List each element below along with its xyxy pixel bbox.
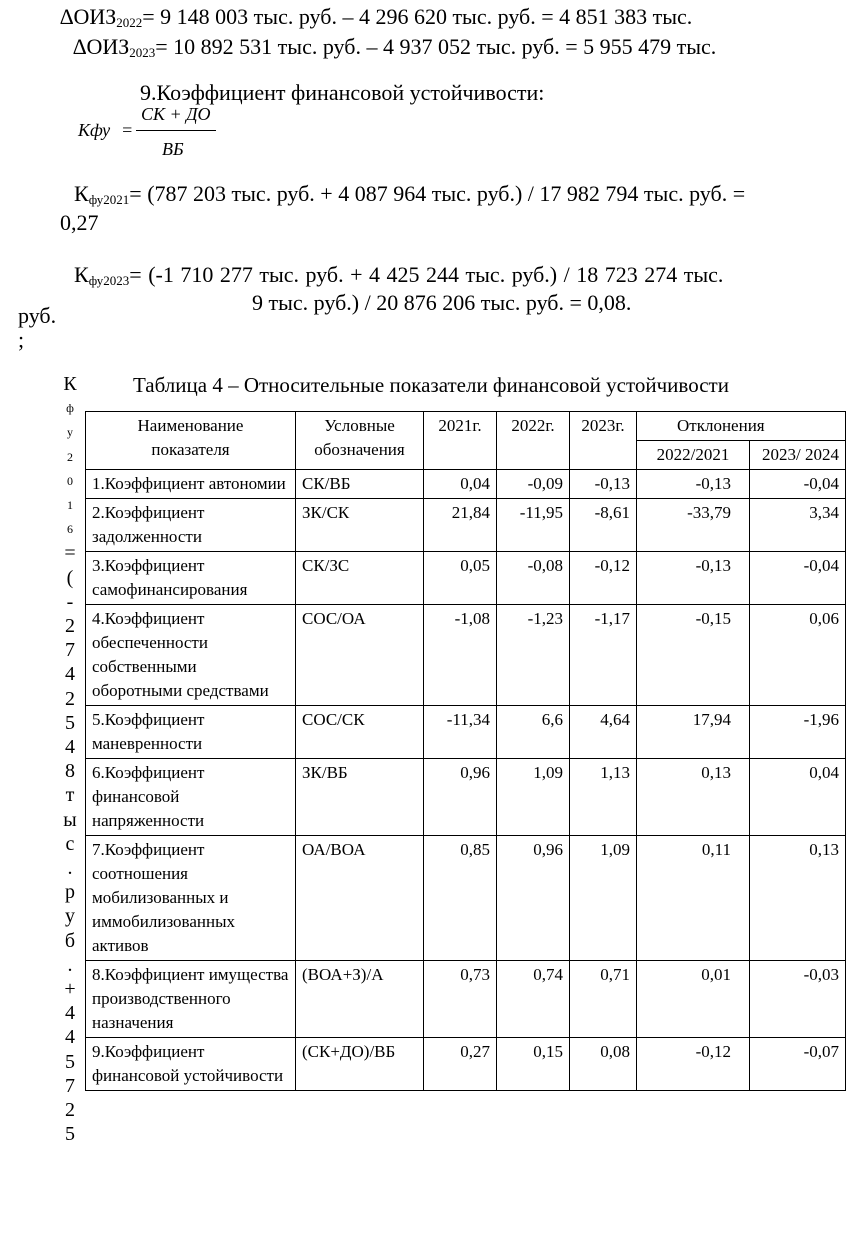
cell-2023: 4,64 (570, 706, 637, 759)
table-row (86, 836, 846, 961)
vertical-char: 4 (65, 1002, 75, 1025)
vertical-char: 2 (65, 687, 75, 710)
cell-2023: -1,17 (570, 605, 637, 706)
vertical-char: б (64, 929, 76, 952)
ratios-table (85, 411, 846, 1091)
cell-name: 1.Коэффициент автономии (86, 470, 296, 499)
cell-dev-2022-2021: 17,94 (637, 706, 750, 759)
cell-2022: -11,95 (497, 499, 570, 552)
cell-2022: -0,08 (497, 552, 570, 605)
cell-2022: 0,74 (497, 961, 570, 1038)
vertical-char: 4 (65, 1026, 75, 1049)
calc-2023-continuation: 9 тыс. руб.) / 20 876 206 тыс. руб. = 0,08. (252, 290, 632, 315)
cell-dev-2022-2021: -0,13 (637, 470, 750, 499)
cell-dev-2022-2021: 0,01 (637, 961, 750, 1038)
cell-dev-2023-2024: -1,96 (750, 706, 846, 759)
cell-dev-2022-2021: 0,11 (637, 836, 750, 961)
vertical-char: 5 (65, 1050, 75, 1073)
table-row (86, 1038, 846, 1091)
vertical-text-column (62, 372, 78, 1147)
cell-2021: 0,73 (424, 961, 497, 1038)
vertical-char: 7 (65, 639, 75, 662)
header-dev-2023-2024: 2023/ 2024 (750, 441, 846, 470)
cell-dev-2022-2021: 0,13 (637, 759, 750, 836)
header-2023: 2023г. (570, 412, 637, 470)
cell-2022: 1,09 (497, 759, 570, 836)
table-row (86, 499, 846, 552)
header-symbol: Условные обозначения (296, 412, 424, 470)
cell-2023: 1,13 (570, 759, 637, 836)
vertical-char: 0 (67, 473, 73, 488)
table-row (86, 552, 846, 605)
calc-2021-result: 0,27 (60, 210, 99, 235)
table-row (86, 605, 846, 706)
delta-oiz-2023-line: $\Delta ОИЗ_{2023}= 10$ 892 531 тыс. руб. – 4 937 052 тыс. руб. = 5 955 479 тыс. (73, 34, 717, 60)
cell-dev-2023-2024: 0,13 (750, 836, 846, 961)
vertical-char: 8 (65, 760, 75, 783)
table-row (86, 470, 846, 499)
cell-name: 3.Коэффициент самофинансирования (86, 552, 296, 605)
cell-dev-2023-2024: -0,03 (750, 961, 846, 1038)
vertical-char: = (64, 542, 76, 565)
semicolon: ; (18, 327, 25, 352)
formula-numerator: СК + ДО (141, 104, 211, 124)
cell-name: 2.Коэффициент задолженности (86, 499, 296, 552)
fraction-line (136, 130, 216, 131)
cell-dev-2023-2024: -0,07 (750, 1038, 846, 1091)
vertical-char: 6 (67, 522, 73, 537)
cell-name: 8.Коэффициент имущества производственного назначения (86, 961, 296, 1038)
vertical-char: 7 (65, 1074, 75, 1097)
vertical-char: ф (66, 401, 74, 416)
header-2021: 2021г. (424, 412, 497, 470)
header-deviations: Отклонения (637, 412, 846, 441)
cell-2021: 0,04 (424, 470, 497, 499)
cell-2021: 0,05 (424, 552, 497, 605)
cell-name: 6.Коэффициент финансовой напряженности (86, 759, 296, 836)
cell-symbol: ЗК/СК (296, 499, 424, 552)
rub-text: руб. (18, 303, 57, 328)
section-heading: 9.Коэффициент финансовой устойчивости: (140, 80, 545, 105)
formula-lhs: Кфу (78, 120, 111, 140)
table-row (86, 759, 846, 836)
cell-2023: 1,09 (570, 836, 637, 961)
delta-oiz-2022-line: $\Delta ОИЗ_{2022}= 9$ 148 003 тыс. руб. – 4 296 620 тыс. руб. = 4 851 383 тыс. (60, 4, 693, 30)
cell-dev-2023-2024: -0,04 (750, 470, 846, 499)
cell-2021: -11,34 (424, 706, 497, 759)
vertical-char: . (67, 953, 73, 976)
header-name: Наименование показателя (86, 412, 296, 470)
cell-dev-2023-2024: 3,34 (750, 499, 846, 552)
cell-dev-2023-2024: 0,04 (750, 759, 846, 836)
calc-2021: $К_{фу2021}= (787$ 203 тыс. руб. + 4 087 964 тыс. руб.) / 17 982 794 тыс. руб. = (74, 181, 746, 207)
cell-2023: 0,08 (570, 1038, 637, 1091)
cell-dev-2023-2024: -0,04 (750, 552, 846, 605)
cell-2022: -0,09 (497, 470, 570, 499)
table-title: Таблица 4 – Относительные показатели финансовой устойчивости (133, 373, 729, 397)
cell-symbol: ЗК/ВБ (296, 759, 424, 836)
table-row (86, 706, 846, 759)
formula-denominator: ВБ (162, 139, 184, 159)
vertical-char: у (67, 425, 73, 440)
cell-2023: -8,61 (570, 499, 637, 552)
cell-dev-2022-2021: -0,12 (637, 1038, 750, 1091)
cell-symbol: СОС/СК (296, 706, 424, 759)
cell-symbol: (СК+ДО)/ВБ (296, 1038, 424, 1091)
vertical-char: ы (63, 808, 77, 831)
cell-dev-2022-2021: -0,13 (637, 552, 750, 605)
vertical-char: 2 (65, 615, 75, 638)
cell-dev-2022-2021: -33,79 (637, 499, 750, 552)
vertical-char: 2 (67, 449, 73, 464)
vertical-char: 1 (67, 498, 73, 513)
cell-name: 5.Коэффициент маневренности (86, 706, 296, 759)
vertical-char: т (65, 784, 75, 807)
vertical-char: 4 (65, 736, 75, 759)
vertical-char: . (67, 857, 73, 880)
cell-2023: -0,12 (570, 552, 637, 605)
vertical-char: 2 (65, 1099, 75, 1122)
cell-2021: 0,96 (424, 759, 497, 836)
cell-2021: 0,85 (424, 836, 497, 961)
cell-dev-2023-2024: 0,06 (750, 605, 846, 706)
table-header-row (86, 412, 846, 441)
cell-2021: 21,84 (424, 499, 497, 552)
vertical-char: с (65, 832, 75, 855)
vertical-char: + (64, 978, 76, 1001)
cell-name: 4.Коэффициент обеспеченности собственными оборотными средствами (86, 605, 296, 706)
cell-2022: -1,23 (497, 605, 570, 706)
vertical-char: 4 (65, 663, 75, 686)
formula-eq: = (121, 120, 134, 140)
vertical-char: 5 (65, 711, 75, 734)
cell-2022: 0,96 (497, 836, 570, 961)
cell-symbol: (ВОА+З)/А (296, 961, 424, 1038)
cell-symbol: СОС/ОА (296, 605, 424, 706)
vertical-char: ( (66, 566, 74, 589)
cell-symbol: СК/ВБ (296, 470, 424, 499)
vertical-char: у (65, 905, 75, 928)
cell-2023: 0,71 (570, 961, 637, 1038)
header-dev-2022-2021: 2022/2021 (637, 441, 750, 470)
header-2022: 2022г. (497, 412, 570, 470)
cell-name: 7.Коэффициент соотношения мобилизованных и иммобилизованных активов (86, 836, 296, 961)
cell-symbol: ОА/ВОА (296, 836, 424, 961)
cell-2021: 0,27 (424, 1038, 497, 1091)
cell-symbol: СК/ЗС (296, 552, 424, 605)
vertical-char: 5 (65, 1123, 75, 1146)
cell-dev-2022-2021: -0,15 (637, 605, 750, 706)
vertical-char: - (66, 590, 74, 613)
table-row (86, 961, 846, 1038)
cell-2023: -0,13 (570, 470, 637, 499)
cell-2022: 0,15 (497, 1038, 570, 1091)
cell-2021: -1,08 (424, 605, 497, 706)
vertical-char: р (65, 881, 75, 904)
cell-2022: 6,6 (497, 706, 570, 759)
cell-name: 9.Коэффициент финансовой устойчивости (86, 1038, 296, 1091)
calc-2023: $К_{фу2023}= (-1$ 710 277 тыс. руб. + 4 425 244 тыс. руб.) / 18 723 274 тыс. (74, 262, 724, 288)
vertical-char: К (63, 373, 77, 395)
